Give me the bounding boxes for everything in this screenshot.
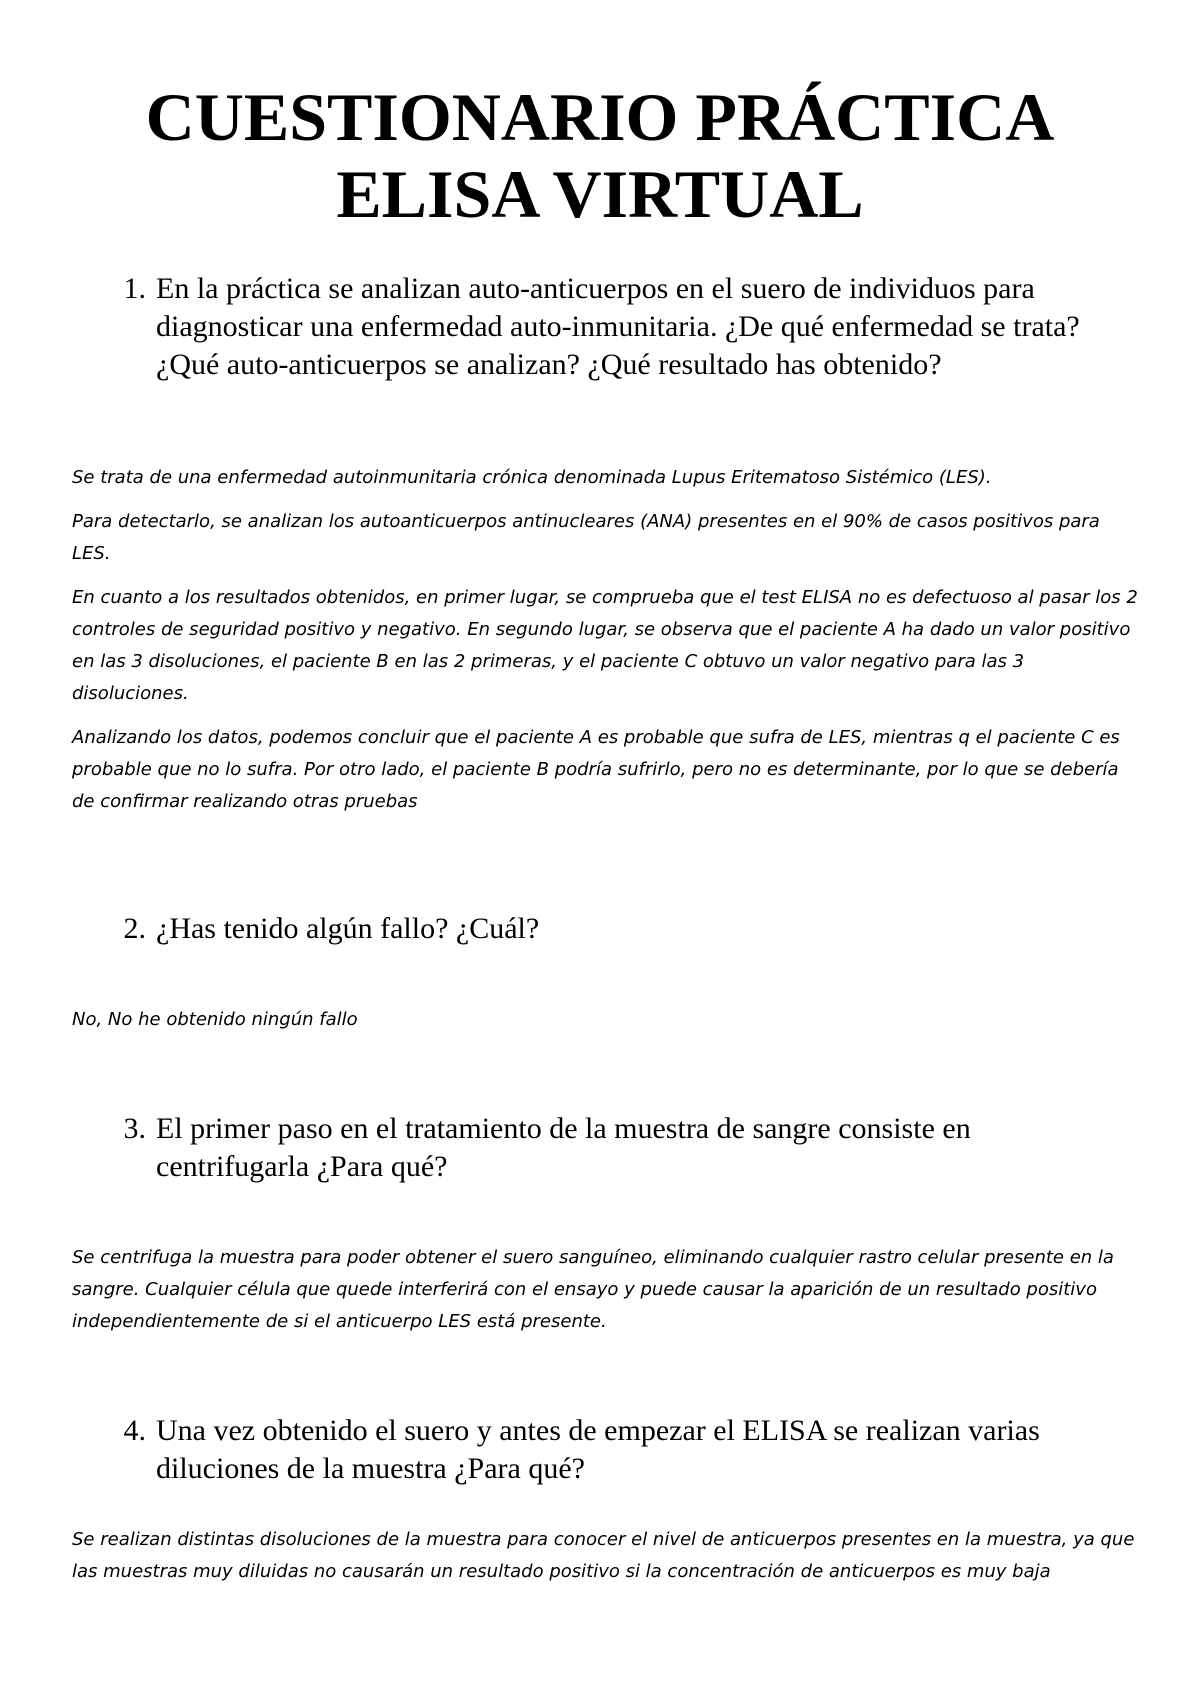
answer-paragraph: Para detectarlo, se analizan los autoanticuerpos antinucleares (ANA) presentes en el 90% de casos positivos para LES.: [72, 511, 1100, 564]
question-number: 4.: [123, 1414, 146, 1447]
answer-paragraph: Se centrifuga la muestra para poder obtener el suero sanguíneo, eliminando cualquier rastro celular presente en la sangre. Cualquier célula que quede interferirá con el ensayo y puede causar la aparición de un resultado positivo independientemente de si el anticuerpo LES está presente.: [72, 1247, 1114, 1332]
answer-2: [72, 1004, 1142, 1048]
question-number: 3.: [123, 1112, 146, 1145]
question-text: El primer paso en el tratamiento de la muestra de sangre consiste en centrifugarla ¿Para qué?: [156, 1112, 971, 1183]
question-2: [110, 910, 1130, 948]
question-1: [110, 270, 1130, 384]
question-number: 1.: [123, 272, 146, 305]
answer-paragraph: Se realizan distintas disoluciones de la muestra para conocer el nivel de anticuerpos presentes en la muestra, ya que las muestras muy diluidas no causarán un resultado positivo si la concentración de anticuerpos es muy baja: [72, 1529, 1135, 1582]
question-text: Una vez obtenido el suero y antes de empezar el ELISA se realizan varias diluciones de la muestra ¿Para qué?: [156, 1414, 1040, 1485]
answer-paragraph: No, No he obtenido ningún fallo: [72, 1009, 358, 1030]
document-title-line-1: CUESTIONARIO PRÁCTICA: [145, 79, 1055, 155]
answer-paragraph: Se trata de una enfermedad autoinmunitaria crónica denominada Lupus Eritematoso Sistémico (LES).: [72, 467, 992, 488]
question-3: [110, 1110, 1130, 1186]
answer-4: [72, 1524, 1142, 1600]
document-title-line-2: ELISA VIRTUAL: [336, 156, 864, 232]
answer-paragraph: Analizando los datos, podemos concluir que el paciente A es probable que sufra de LES, mientras q el paciente C es probable que no lo sufra. Por otro lado, el paciente B podría sufrirlo, pero no es determinante, por lo que se debería de confirmar realizando otras pruebas: [72, 727, 1120, 812]
answer-3: [72, 1242, 1142, 1350]
question-4: [110, 1412, 1130, 1488]
answer-1: [72, 462, 1142, 830]
question-text: En la práctica se analizan auto-anticuerpos en el suero de individuos para diagnosticar una enfermedad auto-inmunitaria. ¿De qué enfermedad se trata? ¿Qué auto-anticuerpos se analizan? ¿Qué resultado has obtenido?: [156, 272, 1080, 381]
question-text: ¿Has tenido algún fallo? ¿Cuál?: [156, 912, 540, 945]
question-number: 2.: [123, 912, 146, 945]
answer-paragraph: En cuanto a los resultados obtenidos, en primer lugar, se comprueba que el test ELISA no es defectuoso al pasar los 2 controles de seguridad positivo y negativo. En segundo lugar, se observa que el paciente A ha dado un valor positivo en las 3 disoluciones, el paciente B en las 2 primeras, y el paciente C obtuvo un valor negativo para las 3 disoluciones.: [72, 587, 1138, 704]
